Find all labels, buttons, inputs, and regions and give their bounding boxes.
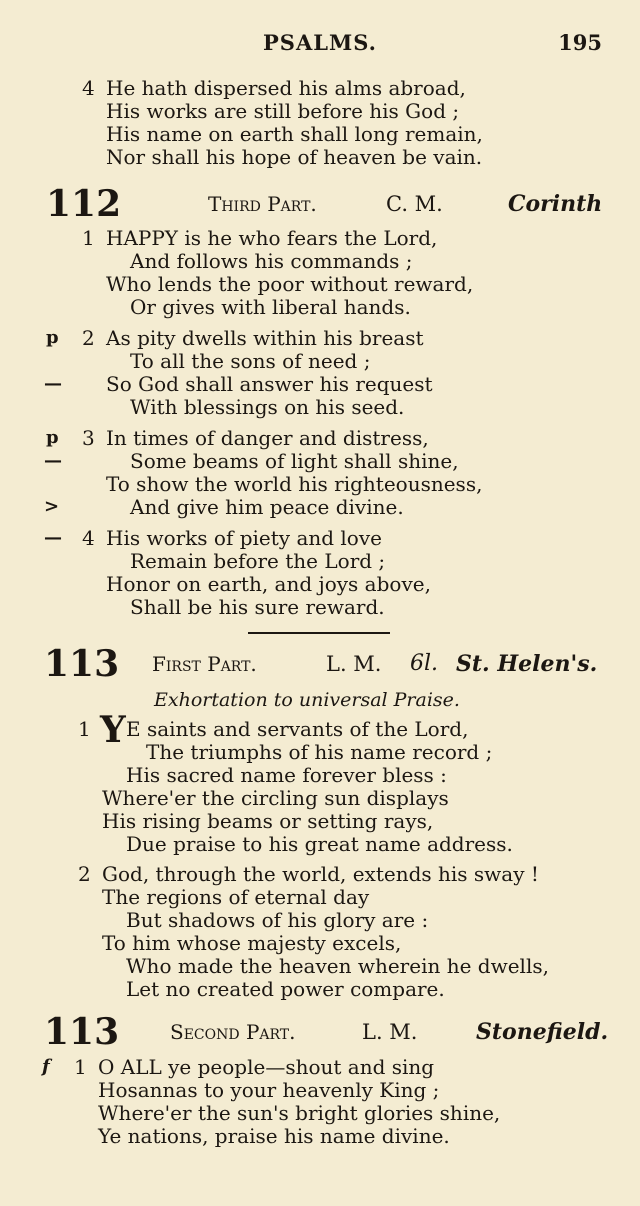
dynamic-mark: —	[44, 450, 62, 471]
dynamic-mark: >	[44, 496, 60, 517]
verse-number: 2	[82, 326, 95, 350]
verse-line: Due praise to his great name address.	[126, 832, 513, 856]
verse-line: His works of piety and love	[106, 526, 382, 550]
verse-line: Nor shall his hope of heaven be vain.	[106, 145, 483, 169]
verse-number: 1	[82, 226, 95, 250]
verse-line: Who lends the poor without reward,	[106, 272, 474, 296]
verse-line: As pity dwells within his breast	[106, 326, 424, 350]
verse-line: Where'er the circling sun displays	[102, 786, 449, 810]
hymn-part: Second Part.	[170, 1020, 296, 1044]
verse-line: Honor on earth, and joys above,	[106, 572, 431, 596]
verse-line: To show the world his righteousness,	[106, 472, 483, 496]
dynamic-mark: p	[46, 427, 59, 448]
dynamic-mark: f	[42, 1056, 50, 1077]
verse-number: 1	[78, 717, 91, 741]
verse-line: So God shall answer his request	[106, 372, 433, 396]
hymn-part: First Part.	[152, 652, 257, 676]
verse-line: Ye nations, praise his name divine.	[98, 1124, 450, 1148]
verse-line: God, through the world, extends his sway !	[102, 862, 539, 886]
verse-line: In times of danger and distress,	[106, 426, 429, 450]
verse-line: Some beams of light shall shine,	[130, 449, 459, 473]
verse-line: And give him peace divine.	[130, 495, 404, 519]
verse-first-word: HAPPY	[106, 226, 179, 250]
verse-line: Where'er the sun's bright glories shine,	[98, 1101, 501, 1125]
verse-line: His name on earth shall long remain,	[106, 122, 483, 146]
tune-name: Corinth	[508, 191, 603, 217]
verse-number: 4	[82, 76, 95, 100]
verse-number: 3	[82, 426, 95, 450]
verse-line: Hosannas to your heavenly King ;	[98, 1078, 440, 1102]
running-header: PSALMS.	[263, 30, 377, 55]
hymn-meter: L. M.	[362, 1020, 418, 1044]
verse-number: 4	[82, 526, 95, 550]
verse-number: 1	[74, 1055, 87, 1079]
verse-line: To all the sons of need ;	[130, 349, 371, 373]
hymn-meter: L. M.	[326, 652, 382, 676]
verse-line: With blessings on his seed.	[130, 395, 405, 419]
verse-line: His rising beams or setting rays,	[102, 809, 434, 833]
hymn-part: Third Part.	[208, 192, 317, 216]
verse-line: Remain before the Lord ;	[130, 549, 386, 573]
page-number: 195	[558, 30, 602, 55]
verse-line: Let no created power compare.	[126, 977, 445, 1001]
tune-name: St. Helen's.	[456, 651, 598, 677]
verse-line: Who made the heaven wherein he dwells,	[126, 954, 549, 978]
verse-line: To him whose majesty excels,	[102, 931, 402, 955]
verse-number: 2	[78, 862, 91, 886]
dynamic-mark: —	[44, 527, 62, 548]
verse-line: HAPPY is he who fears the Lord,	[106, 226, 438, 250]
tune-name: Stonefield.	[476, 1019, 609, 1045]
verse-line: Or gives with liberal hands.	[130, 295, 411, 319]
verse-line: The triumphs of his name record ;	[146, 740, 493, 764]
hymn-number: 113	[44, 643, 120, 685]
verse-line: But shadows of his glory are :	[126, 908, 429, 932]
hymn-subtitle: Exhortation to universal Praise.	[154, 689, 460, 711]
hymn-number: 113	[44, 1011, 120, 1053]
verse-line: And follows his commands ;	[130, 249, 413, 273]
verse-line: His sacred name forever bless :	[126, 763, 447, 787]
dynamic-mark: —	[44, 373, 62, 394]
dynamic-mark: p	[46, 327, 59, 348]
drop-cap: Y	[100, 709, 126, 751]
hymn-line-count: 6l.	[410, 651, 439, 676]
verse-line: Shall be his sure reward.	[130, 595, 385, 619]
section-divider	[248, 632, 390, 634]
hymn-number: 112	[46, 183, 122, 225]
hymn-meter: C. M.	[386, 192, 443, 216]
verse-line: He hath dispersed his alms abroad,	[106, 76, 466, 100]
verse-line: His works are still before his God ;	[106, 99, 460, 123]
verse-line: The regions of eternal day	[102, 885, 370, 909]
verse-line: E saints and servants of the Lord,	[126, 717, 469, 741]
verse-line: O ALL ye people—shout and sing	[98, 1055, 435, 1079]
